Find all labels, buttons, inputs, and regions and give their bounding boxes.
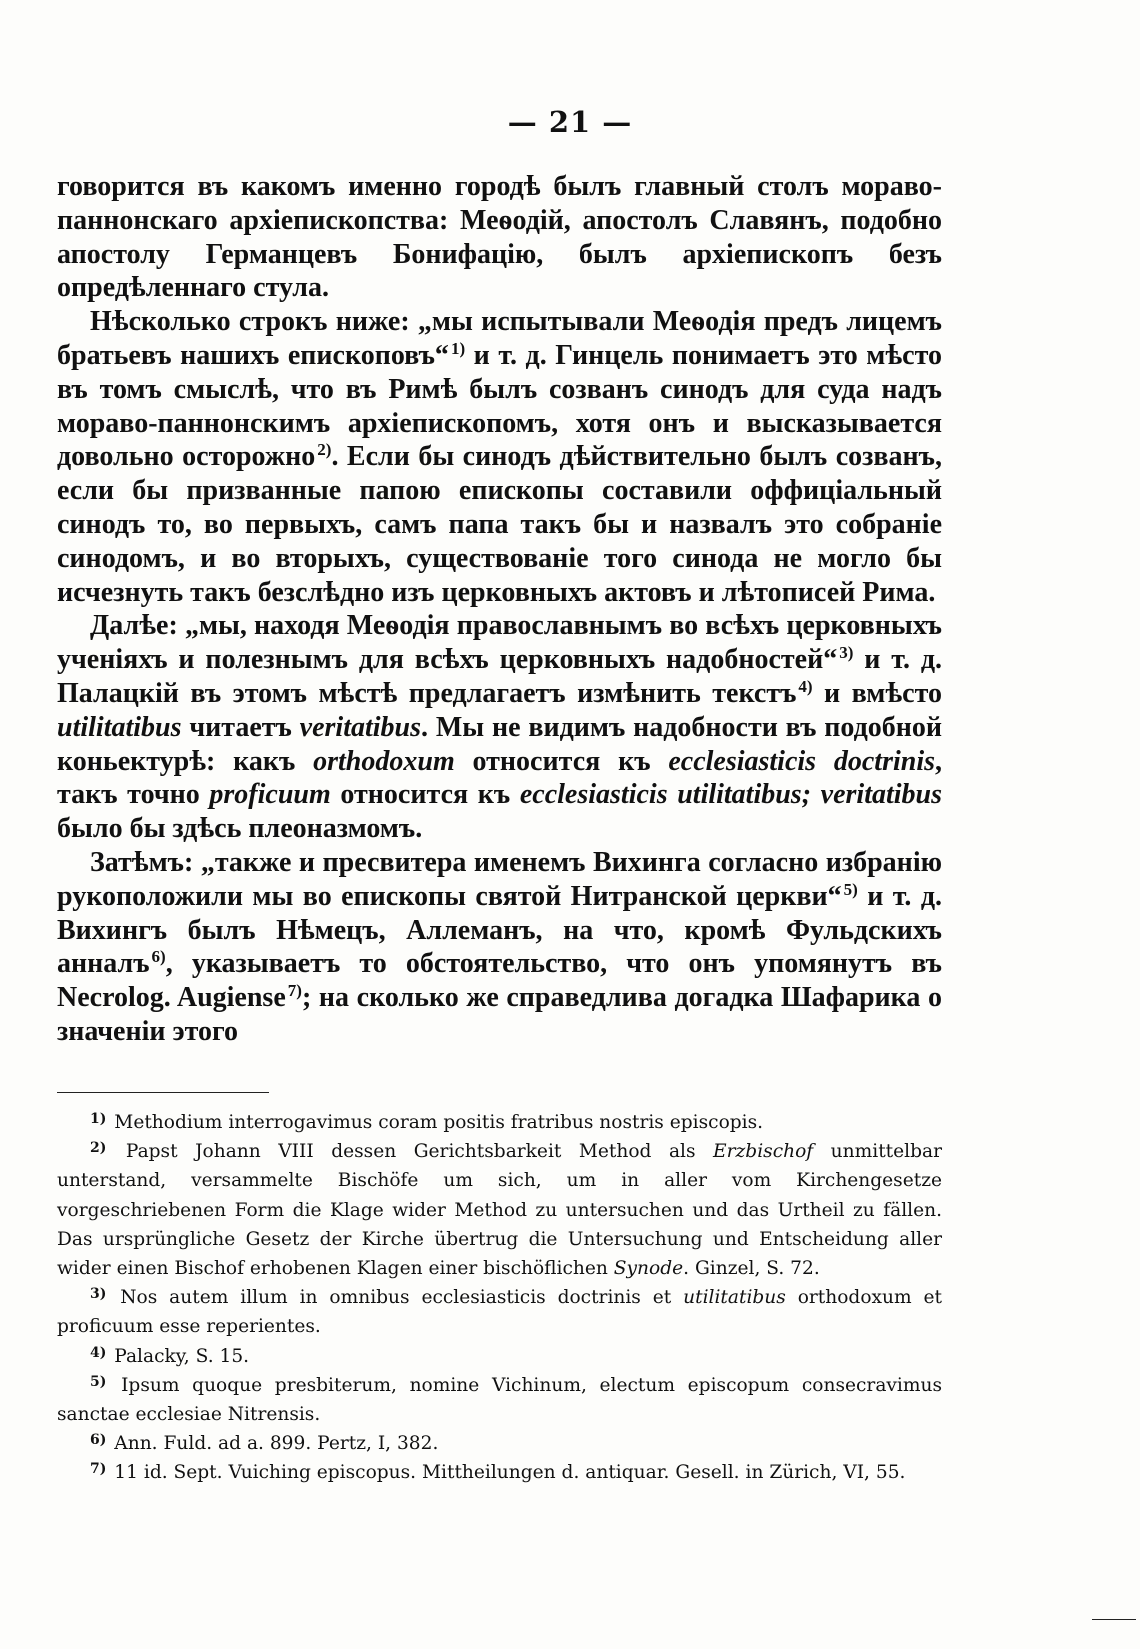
- footnote-divider: [57, 1092, 269, 1093]
- main-text: [57, 170, 942, 1049]
- footnotes: [57, 1108, 942, 1488]
- footnote-ref-5: 5): [843, 879, 858, 899]
- paragraph-4: Затѣмъ: „также и пресвитера именемъ Вихинга согласно избранію рукоположили мы во епископы святой Нитранской церкви“ $^{5)}$ и т. д. Вихингъ былъ Нѣмецъ, Аллеманъ, на что, кромѣ Фульдскихъ анналъ $^{6)}$, указываетъ то обстоятельство, что онъ упомянутъ въ Necrolog. Augiense $^{7)}$; на сколько же справедлива догадка Шафарика о значеніи этого: [57, 846, 942, 1047]
- footnote-ref-3: 3): [839, 643, 854, 663]
- footnote-ref-4: 4): [798, 676, 813, 696]
- page-number: — 21 —: [507, 105, 633, 139]
- footnote-7: $^{7)}$ 11 id. Sept. Vuiching episcopus. Mittheilungen d. antiquar. Gesell. in Zürich, VI, 55.: [90, 1461, 906, 1484]
- footnote-3: $^{3)}$ Nos autem illum in omnibus ecclesiasticis doctrinis et utilitatibus orthodoxum et proficuum esse reperientes.: [57, 1286, 942, 1338]
- paragraph-2: Нѣсколько строкъ ниже: „мы испытывали Меѳодія предъ лицемъ братьевъ нашихъ епископовъ“ $^{1)}$ и т. д. Гинцель понимаетъ это мѣсто въ томъ смыслѣ, что въ Римѣ былъ созванъ синодъ для суда надъ мораво-паннонскимъ архіепископомъ, хотя онъ и высказывается довольно осторожно $^{2)}$. Если бы синодъ дѣйствительно былъ созванъ, если бы призванные папою епископы составили оффиціальный синодъ то, во первыхъ, самъ папа такъ бы и назвалъ это собраніе синодомъ, и во вторыхъ, существованіе того синода не могло бы исчезнуть такъ безслѣдно изъ церковныхъ актовъ и лѣтописей Рима.: [57, 306, 942, 608]
- footnote-ref-2: 2): [317, 440, 332, 460]
- paragraph-1: говорится въ какомъ именно городѣ былъ главный столъ мораво-паннонскаго архіепископства: Меѳодій, апостолъ Славянъ, подобно апостолу Германцевъ Бонифацію, былъ архіепископъ безъ опредѣленнаго стула.: [57, 171, 942, 304]
- footnote-4: $^{4)}$ Palacky, S. 15.: [90, 1344, 250, 1367]
- footnote-1: $^{1)}$ Methodium interrogavimus coram positis fratribus nostris episcopis.: [90, 1111, 764, 1133]
- footnote-ref-7: 7): [287, 981, 302, 1001]
- footnote-2: $^{2)}$ Papst Johann VIII dessen Gerichtsbarkeit Method als Erzbischof unmittelbar unterstand, versammelte Bischöfe um sich, um in aller vom Kirchengesetze vorgeschriebenen Form die Klage wider Method zu untersuchen und das Urtheil zu fällen. Das ursprüngliche Gesetz der Kirche übertrug die Untersuchung und Entscheidung aller wider einen Bischof erhobenen Klagen einer bischöflichen Synode. Ginzel, S. 72.: [57, 1140, 942, 1280]
- footnote-ref-1: 1): [450, 338, 466, 358]
- footnote-5: $^{5)}$ Ipsum quoque presbiterum, nomine Vichinum, electum episcopum consecravimus sanctae ecclesiae Nitrensis.: [57, 1373, 942, 1426]
- paragraph-3: Далѣе: „мы, находя Меѳодія православнымъ во всѣхъ церковныхъ ученіяхъ и полезнымъ для всѣхъ церковныхъ надобностей“ $^{3)}$ и т. д. Палацкій въ этомъ мѣстѣ предлагаетъ измѣнить текстъ $^{4)}$ и вмѣсто utilitatibus читаетъ veritatibus. Мы не видимъ надобности въ подобной коньектурѣ: какъ orthodoxum относится къ ecclesiasticis doctrinis, такъ точно proficuum относится къ ecclesiasticis utilitatibus; veritatibus было бы здѣсь плеоназмомъ.: [57, 610, 942, 845]
- footnote-ref-6: 6): [151, 947, 166, 967]
- margin-dash: [1092, 1619, 1136, 1620]
- footnote-6: $^{6)}$ Ann. Fuld. ad a. 899. Pertz, I, 382.: [90, 1432, 439, 1455]
